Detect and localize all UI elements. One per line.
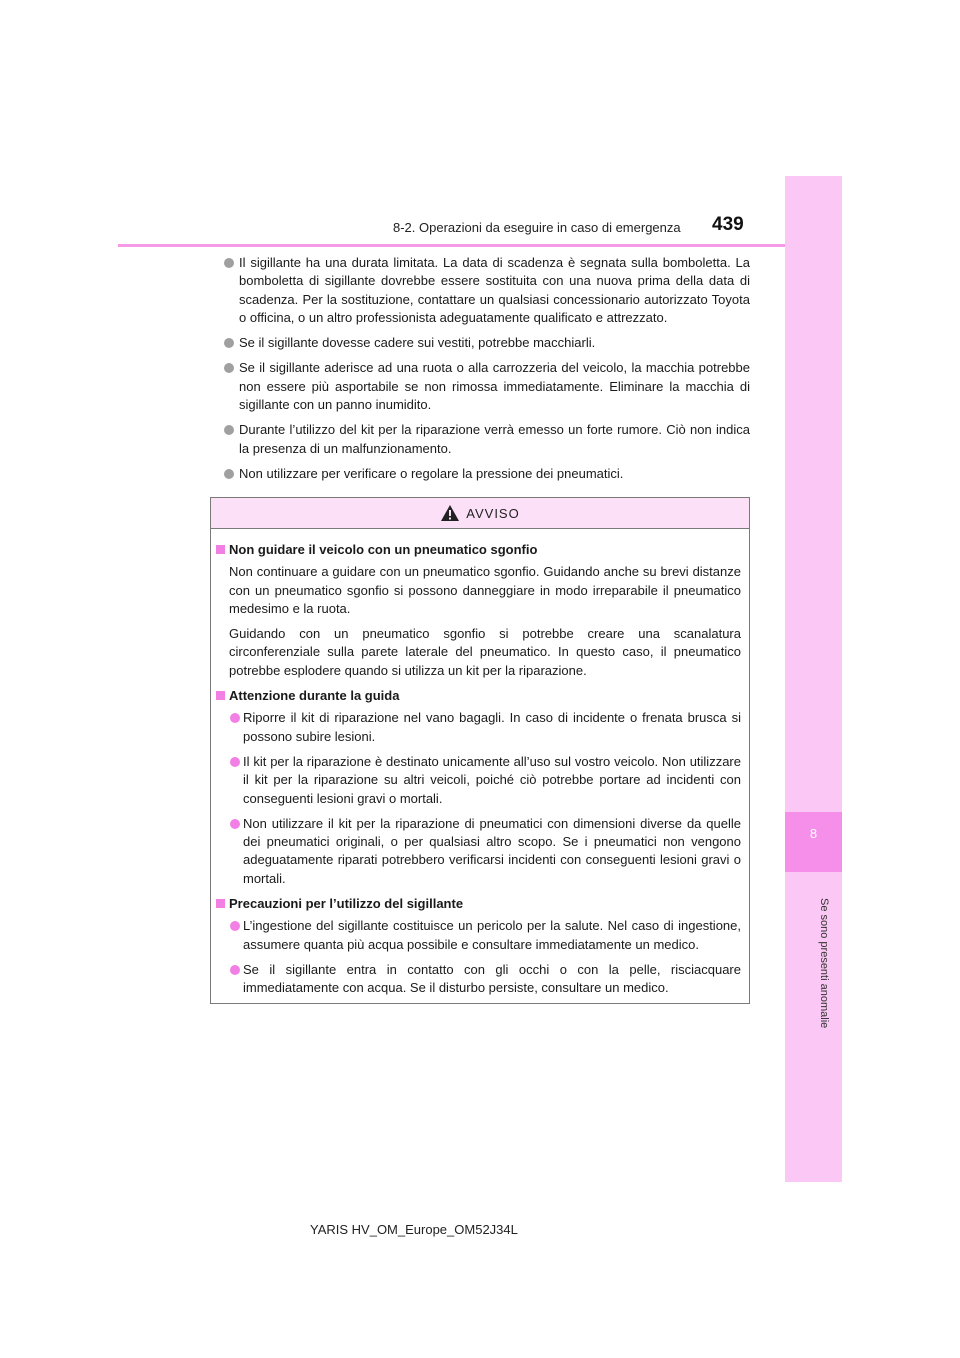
warning-title: AVVISO	[466, 505, 520, 521]
bullet-dot-icon	[230, 713, 240, 723]
warning-heading-text: Attenzione durante la guida	[229, 688, 400, 704]
bullet-dot-icon	[224, 258, 234, 268]
warning-triangle-icon	[440, 504, 460, 522]
bullet-dot-icon	[224, 338, 234, 348]
side-tab-chapter-marker	[785, 812, 842, 872]
list-item	[216, 753, 741, 808]
warning-heading	[216, 895, 741, 913]
list-item	[224, 254, 750, 327]
page-number: 439	[712, 214, 744, 235]
warning-heading	[216, 541, 741, 559]
bullet-dot-icon	[224, 363, 234, 373]
bullet-text: L’ingestione del sigillante costituisce un pericolo per la salute. Nel caso di ingestione, assumere quanta più acqua possibile e consultare immediatamente un medico.	[243, 918, 741, 952]
footer-doc-id: YARIS HV_OM_Europe_OM52J34L	[310, 1222, 518, 1237]
header-divider	[118, 244, 785, 247]
bullet-text: Il sigillante ha una durata limitata. La data di scadenza è segnata sulla bomboletta. La bomboletta di sigillante dovrebbe essere sostituita con una nuova prima della data di scadenza. Per la sostituzione, contattare un qualsiasi concessionario autorizzato Toyota o officina, o un altro professionista adeguatamente qualificato e attrezzato.	[239, 255, 750, 325]
bullet-dot-icon	[230, 965, 240, 975]
bullet-text: Riporre il kit di riparazione nel vano bagagli. In caso di incidente o frenata brusca si possono subire lesioni.	[243, 710, 741, 744]
section-title: 8-2. Operazioni da eseguire in caso di emergenza	[393, 220, 681, 235]
warning-header	[211, 498, 749, 529]
list-item	[216, 961, 741, 998]
warning-heading	[216, 687, 741, 705]
bullet-text: Non utilizzare il kit per la riparazione di pneumatici con dimensioni diverse da quelle dei pneumatici originali, o per qualsiasi altro scopo. Se i pneumatici non vengono adeguatamente riparati potrebbero verificarsi incidenti con conseguenti lesioni gravi o mortali.	[243, 815, 741, 886]
bullet-dot-icon	[224, 425, 234, 435]
list-item	[216, 917, 741, 954]
chapter-label: Se sono presenti anomalie	[818, 897, 830, 1029]
bullet-text: Se il sigillante entra in contatto con gli occhi o con la pelle, risciacquare immediatamente con acqua. Se il disturbo persiste, consultare un medico.	[243, 961, 741, 996]
square-bullet-icon	[216, 545, 225, 554]
warning-box	[210, 497, 750, 1004]
square-bullet-icon	[216, 691, 225, 700]
bullet-text: Durante l’utilizzo del kit per la riparazione verrà emesso un forte rumore. Ciò non indica la presenza di un malfunzionamento.	[239, 422, 750, 456]
bullet-text: Il kit per la riparazione è destinato unicamente all’uso sul vostro veicolo. Non utilizzare il kit per la riparazione su altri veicoli, poiché ciò potrebbe portare ad incidenti con conseguenti lesioni gravi o mortali.	[243, 753, 741, 806]
warning-body	[211, 529, 749, 998]
bullet-dot-icon	[224, 469, 234, 479]
square-bullet-icon	[216, 899, 225, 908]
main-content	[224, 254, 750, 490]
bullet-dot-icon	[230, 819, 240, 829]
bullet-dot-icon	[230, 757, 240, 767]
warning-heading-text: Precauzioni per l’utilizzo del sigillante	[229, 896, 464, 912]
list-item	[216, 709, 741, 746]
warning-paragraph: Non continuare a guidare con un pneumatico sgonfio. Guidando anche su brevi distanze con un pneumatico sgonfio si possono danneggiare in modo irreparabile il pneumatico medesimo e la ruota.	[229, 564, 741, 616]
list-item	[216, 815, 741, 888]
bullet-text: Non utilizzare per verificare o regolare la pressione dei pneumatici.	[239, 465, 624, 481]
bullet-text: Se il sigillante aderisce ad una ruota o alla carrozzeria del veicolo, la macchia potrebbe non essere più asportabile se non rimossa immediatamente. Eliminare la macchia di sigillante con un panno inumidito.	[239, 360, 750, 413]
list-item	[224, 334, 750, 352]
bullet-dot-icon	[230, 921, 240, 931]
warning-paragraph: Guidando con un pneumatico sgonfio si potrebbe creare una scanalatura circonferenziale sulla parete laterale del pneumatico. In questo caso, il pneumatico potrebbe esplodere quando si utilizza un kit per la riparazione.	[229, 626, 741, 678]
chapter-number: 8	[809, 826, 818, 841]
warning-heading-text: Non guidare il veicolo con un pneumatico sgonfio	[229, 542, 538, 557]
list-item	[224, 359, 750, 414]
bullet-text: Se il sigillante dovesse cadere sui vestiti, potrebbe macchiarli.	[239, 335, 596, 351]
list-item	[224, 421, 750, 458]
list-item	[224, 465, 750, 483]
